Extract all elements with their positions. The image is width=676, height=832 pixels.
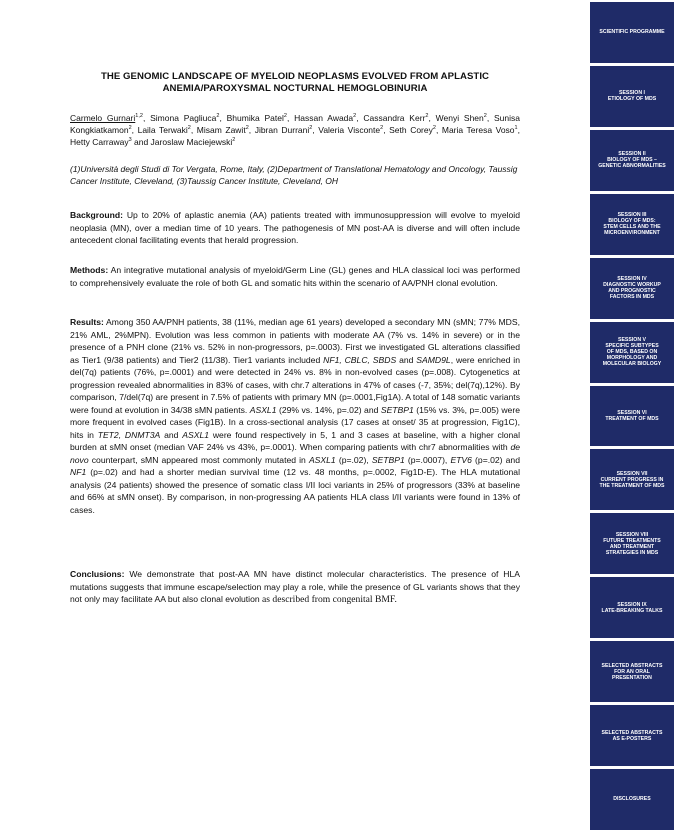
results-segment: were found respectively in 5, 1 and 3 cases at baseline, with a higher clonal burden at sMN onset (median VAF 24% vs 43%, p=.0001). When comparing patients with chr7 abnormalities with (70, 429, 520, 452)
gene-name: ASXL1 (182, 429, 210, 440)
gene-name: SETBP1 (380, 404, 414, 415)
author-name: Maria Teresa Voso (441, 125, 515, 136)
gene-name: ASXL1 (308, 454, 336, 465)
gene-name: SETBP1 (371, 454, 405, 465)
author-affiliation-marker: 2 (245, 125, 249, 132)
nav-item-session-vi-treatment-of-mds[interactable] (590, 386, 674, 447)
gene-name: ASXL1 (249, 404, 277, 415)
nav-item-label: SESSION II BIOLOGY OF MDS – GENETIC ABNORMALITIES (598, 151, 666, 170)
results-segment: (p=.02), (335, 454, 372, 465)
nav-item-selected-abstracts-as-e-posters[interactable] (590, 705, 674, 766)
author-name: Bhumika Patel (226, 113, 284, 123)
nav-item-label: SCIENTIFIC PROGRAMME (599, 29, 665, 36)
nav-item-label: SESSION VI TREATMENT OF MDS (605, 409, 659, 422)
methods-paragraph (70, 264, 520, 289)
author-affiliation-marker: 2 (425, 113, 429, 120)
results-paragraph (70, 316, 520, 516)
author-affiliation-marker: 2 (216, 113, 220, 120)
nav-item-label: SESSION III BIOLOGY OF MDS: STEM CELLS AND THE MICROENVIRONMENT (603, 212, 661, 237)
nav-item-session-v-specific-subtypes-of-mds-based[interactable] (590, 322, 674, 383)
conclusions-text: We demonstrate that post-AA MN have distinct molecular characteristics. The presence of HLA mutations suggests that immune escape/selection may play a role, while the presence of GL variants shows that they not only may facilitate AA but also clonal evolution (70, 569, 520, 604)
nav-item-session-ix-late-breaking-talks[interactable] (590, 577, 674, 638)
author-affiliation-marker: 2 (283, 113, 287, 120)
results-text (70, 317, 520, 515)
author-name: Valeria Visconte (318, 125, 381, 136)
nav-item-label: SESSION IV DIAGNOSTIC WORKUP AND PROGNOSTIC FACTORS IN MDS (603, 275, 661, 301)
author-affiliation-marker: 2 (353, 113, 357, 120)
author-affiliation-marker: 2 (187, 125, 191, 132)
author-conjunction: and (131, 137, 151, 148)
results-segment: and (396, 354, 417, 365)
section-navigation-sidebar (588, 0, 676, 832)
author-name: Cassandra Kerr (363, 113, 426, 123)
nav-item-label: SESSION VII CURRENT PROGRESS IN THE TREATMENT OF MDS (599, 470, 665, 489)
gene-name: NF1 (70, 467, 87, 477)
gene-name: de novo (70, 442, 520, 465)
nav-item-session-iii-biology-of-mds-stem-cells-an[interactable] (590, 194, 674, 255)
author-affiliation-marker: 2 (309, 125, 313, 132)
gene-name: TET2, DNMT3A (97, 429, 161, 440)
nav-item-label: SELECTED ABSTRACTS FOR AN ORAL PRESENTATION (601, 662, 663, 681)
author-affiliation-marker: 3 (128, 137, 132, 144)
nav-item-label: SELECTED ABSTRACTS AS E-POSTERS (601, 729, 663, 742)
results-segment: Among 350 AA/PNH patients, 38 (11%, median age 61 years) developed a secondary MN (sMN; 77% MDS, 21% AML, 2%MPN). Evolution was less common in patients with moderate AA (7% vs. 14% in severe) or in the presence of a PNH clone (21% vs. 52% in non-progressors, p=.0003). First we investigated GL alterations classified as Tier1 (9/38 patients) and Tier2 (11/38). Tier1 variants included (70, 317, 520, 365)
background-text: Up to 20% of aplastic anemia (AA) patients treated with immunosuppression will evolve to myeloid neoplasia (MN), over a median time of 10 years. The pathogenesis of MN post-AA is diverse and will often include antecedent clonal facilitating events that herald progression. (70, 210, 520, 245)
title-line-1: THE GENOMIC LANDSCAPE OF MYELOID NEOPLASMS EVOLVED FROM APLASTIC (100, 71, 490, 82)
author-affiliation-marker: 2 (128, 125, 132, 132)
conclusions-tail: as described from congenital BMF. (262, 594, 397, 605)
abstract-title (70, 71, 520, 96)
author-affiliation-marker: 2 (380, 125, 384, 132)
results-segment: (29% vs. 14%, p=.02) and (276, 404, 381, 415)
author-affiliation-marker: 2 (483, 113, 487, 120)
conclusions-paragraph (70, 568, 520, 607)
author-name: Sunisa Kongkiatkamon (70, 113, 521, 136)
results-label: Results: (70, 317, 104, 327)
author-list: Carmelo Gurnari$^{1,2}$, Simona Pagliuca$^2$, Bhumika Patel$^2$, Hassan Awada$^2$, Cassandra Kerr$^2$, Wenyi Shen$^2$, Sunisa Kongkiatkamon$^2$, Laila Terwaki$^2$, Misam Zawit$^2$, Jibran Durrani$^2$, Valeria Visconte$^2$, Seth Corey$^2$, Maria Teresa Voso$^1$, Hetty Carraway$^3$ and Jaroslaw Maciejewski$^2$ (70, 113, 521, 148)
conclusions-label: Conclusions: (70, 569, 125, 579)
gene-name: SAMD9L (416, 354, 451, 365)
author-name: Misam Zawit (196, 125, 246, 136)
nav-item-label: SESSION I ETIOLOGY OF MDS (607, 90, 657, 103)
nav-item-label: SESSION V SPECIFIC SUBTYPES OF MDS, BASED ON MORPHOLOGY AND MOLECULAR BIOLOGY (602, 336, 662, 368)
author-name: Jaroslaw Maciejewski (150, 137, 233, 148)
affiliations: (1)Università degli Studi di Tor Vergata, Rome, Italy, (2)Department of Translational Hematology and Oncology, Taussig Cancer Institute, Cleveland, (3)Taussig Cancer Institute, Cleveland, OH (70, 164, 518, 187)
results-segment: , were enriched in del(7q) patients (76%, p=.0001) and were detected in 24% vs. 8% in non-evolved cases (p=.008). Cytogenetics at progression revealed abnormalities in 83% of cases, with chr.7 alterations in 47% of cases (-7, 35%; del(7q),12%). By comparison, 7/del(7q) are present in 7.5% of patients with primary MN (p=.0001,Fig1A). A total of 148 somatic variants were found at evolution in 34/38 sMN patients. (70, 354, 520, 415)
background-paragraph (70, 209, 520, 247)
nav-item-session-vii-current-progress-in-the-trea[interactable] (590, 449, 674, 510)
author-name: Seth Corey (389, 125, 433, 136)
author-name: Hassan Awada (294, 113, 354, 123)
title-line-2: ANEMIA/PAROXYSMAL NOCTURNAL HEMOGLOBINURIA (162, 83, 428, 95)
nav-item-session-viii-future-treatments-and-treat[interactable] (590, 513, 674, 574)
results-segment: (15% vs. 3%, p=.005) were more frequent in evolved cases (Fig1B). In a cross-sectional analysis (17 cases at onset/ 35 at progression, Fig1C), hits in (70, 404, 520, 440)
methods-text: An integrative mutational analysis of myeloid/Germ Line (GL) genes and HLA classical loci was performed to comprehensively evaluate the role of both GL and somatic hits within the scenario of AA/PNH clonal evolution. (70, 265, 520, 288)
results-segment: and (160, 429, 183, 440)
author-affiliation-marker: 2 (432, 125, 436, 132)
author-name: Simona Pagliuca (150, 113, 217, 123)
author-affiliation-marker: 1,2 (135, 113, 143, 120)
nav-item-selected-abstracts-for-an-oral-presentat[interactable] (590, 641, 674, 702)
author-affiliation-marker: 1 (514, 125, 518, 132)
nav-item-label: SESSION IX LATE-BREAKING TALKS (601, 601, 663, 614)
gene-name: NF1, CBLC, SBDS (323, 354, 397, 365)
gene-name: ETV6 (450, 454, 472, 465)
nav-item-disclosures[interactable] (590, 769, 674, 830)
background-label: Background: (70, 210, 123, 220)
results-segment: (p=.02) and (471, 454, 520, 465)
results-segment: (p=.02) and had a shorter median survival time (12 vs. 48 months, p=.0002, Fig1D-E). The HLA mutational analysis (24 patients) showed the presence of somatic class I/II loci variants in 25% of progressors (33% at baseline and 66% at sMN onset). By comparison, in non-progressing AA patients HLA class I/II variants were found in 13% of cases. (70, 467, 520, 515)
nav-item-label: SESSION VIII FUTURE TREATMENTS AND TREATMENT STRATEGIES IN MDS (603, 531, 661, 556)
methods-label: Methods: (70, 265, 109, 275)
nav-item-session-i-etiology-of-mds[interactable] (590, 66, 674, 127)
results-segment: counterpart, sMN appeared most commonly mutated in (88, 454, 309, 465)
nav-item-label: DISCLOSURES (613, 796, 651, 803)
author-name: Jibran Durrani (254, 125, 310, 136)
author-name: Carmelo Gurnari (70, 113, 136, 123)
author-affiliation-marker: 2 (232, 137, 236, 144)
author-name: Wenyi Shen (435, 113, 484, 123)
nav-item-session-ii-biology-of-mds-genetic-abnorm[interactable] (590, 130, 674, 191)
nav-item-scientific-programme[interactable] (590, 2, 674, 63)
author-name: Hetty Carraway (70, 137, 129, 148)
author-name: Laila Terwaki (137, 125, 188, 136)
results-segment: (p=.0007), (404, 454, 451, 465)
nav-item-session-iv-diagnostic-workup-and-prognos[interactable] (590, 258, 674, 319)
